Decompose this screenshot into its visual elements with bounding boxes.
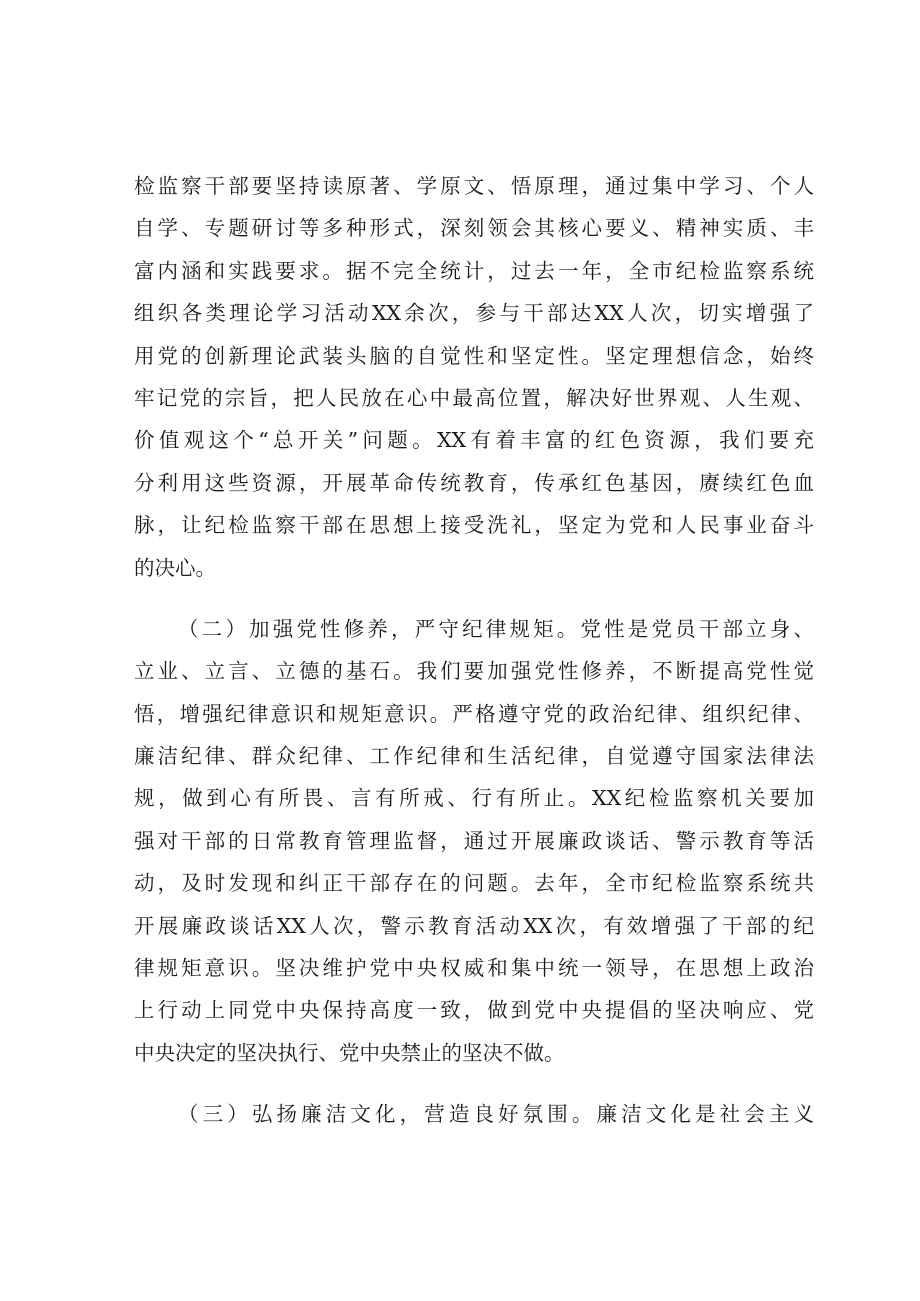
text-line: 用党的创新理论武装头脑的自觉性和坚定性。坚定理想信念，始终 <box>134 343 814 368</box>
text-line: 脉，让纪检监察干部在思想上接受洗礼，坚定为党和人民事业奋斗 <box>134 513 814 538</box>
text-line: 悟，增强纪律意识和规矩意识。严格遵守党的政治纪律、组织纪律、 <box>134 701 814 726</box>
text-line: 组织各类理论学习活动XX余次，参与干部达XX人次，切实增强了 <box>134 301 814 326</box>
text-line: （三）弘扬廉洁文化，营造良好氛围。廉洁文化是社会主义 <box>178 1102 814 1127</box>
paragraph-1 <box>134 165 814 589</box>
text-line: 富内涵和实践要求。据不完全统计，过去一年，全市纪检监察系统 <box>134 258 814 283</box>
text-line: 廉洁纪律、群众纪律、工作纪律和生活纪律，自觉遵守国家法律法 <box>134 744 814 769</box>
paragraph-gap <box>134 589 814 608</box>
text-line: 牢记党的宗旨，把人民放在心中最高位置，解决好世界观、人生观、 <box>134 385 814 410</box>
text-line: 律规矩意识。坚决维护党中央权威和集中统一领导，在思想上政治 <box>134 956 814 981</box>
paragraph-2 <box>134 608 814 1074</box>
text-line: 开展廉政谈话XX人次，警示教育活动XX次，有效增强了干部的纪 <box>134 913 814 938</box>
paragraph-3 <box>134 1093 814 1135</box>
text-line: 强对干部的日常教育管理监督，通过开展廉政谈话、警示教育等活 <box>134 828 814 853</box>
text-line: 检监察干部要坚持读原著、学原文、悟原理，通过集中学习、个人 <box>134 174 814 198</box>
text-line: 规，做到心有所畏、言有所戒、行有所止。XX纪检监察机关要加 <box>134 786 814 811</box>
paragraph-gap <box>134 1074 814 1093</box>
text-line: 的决心。 <box>134 555 216 580</box>
text-line: 价值观这个“总开关”问题。XX有着丰富的红色资源，我们要充 <box>134 428 814 453</box>
text-line: 中央决定的坚决执行、党中央禁止的坚决不做。 <box>134 1040 565 1065</box>
text-line: 上行动上同党中央保持高度一致，做到党中央提倡的坚决响应、党 <box>134 998 814 1023</box>
text-line: 分利用这些资源，开展革命传统教育，传承红色基因，赓续红色血 <box>134 470 814 495</box>
document-body <box>134 165 814 1136</box>
text-line: 立业、立言、立德的基石。我们要加强党性修养，不断提高党性觉 <box>134 659 814 684</box>
text-line: 自学、专题研讨等多种形式，深刻领会其核心要义、精神实质、丰 <box>134 216 814 241</box>
text-line: 动，及时发现和纠正干部存在的问题。去年，全市纪检监察系统共 <box>134 871 814 896</box>
text-line: （二）加强党性修养，严守纪律规矩。党性是党员干部立身、 <box>178 616 814 641</box>
